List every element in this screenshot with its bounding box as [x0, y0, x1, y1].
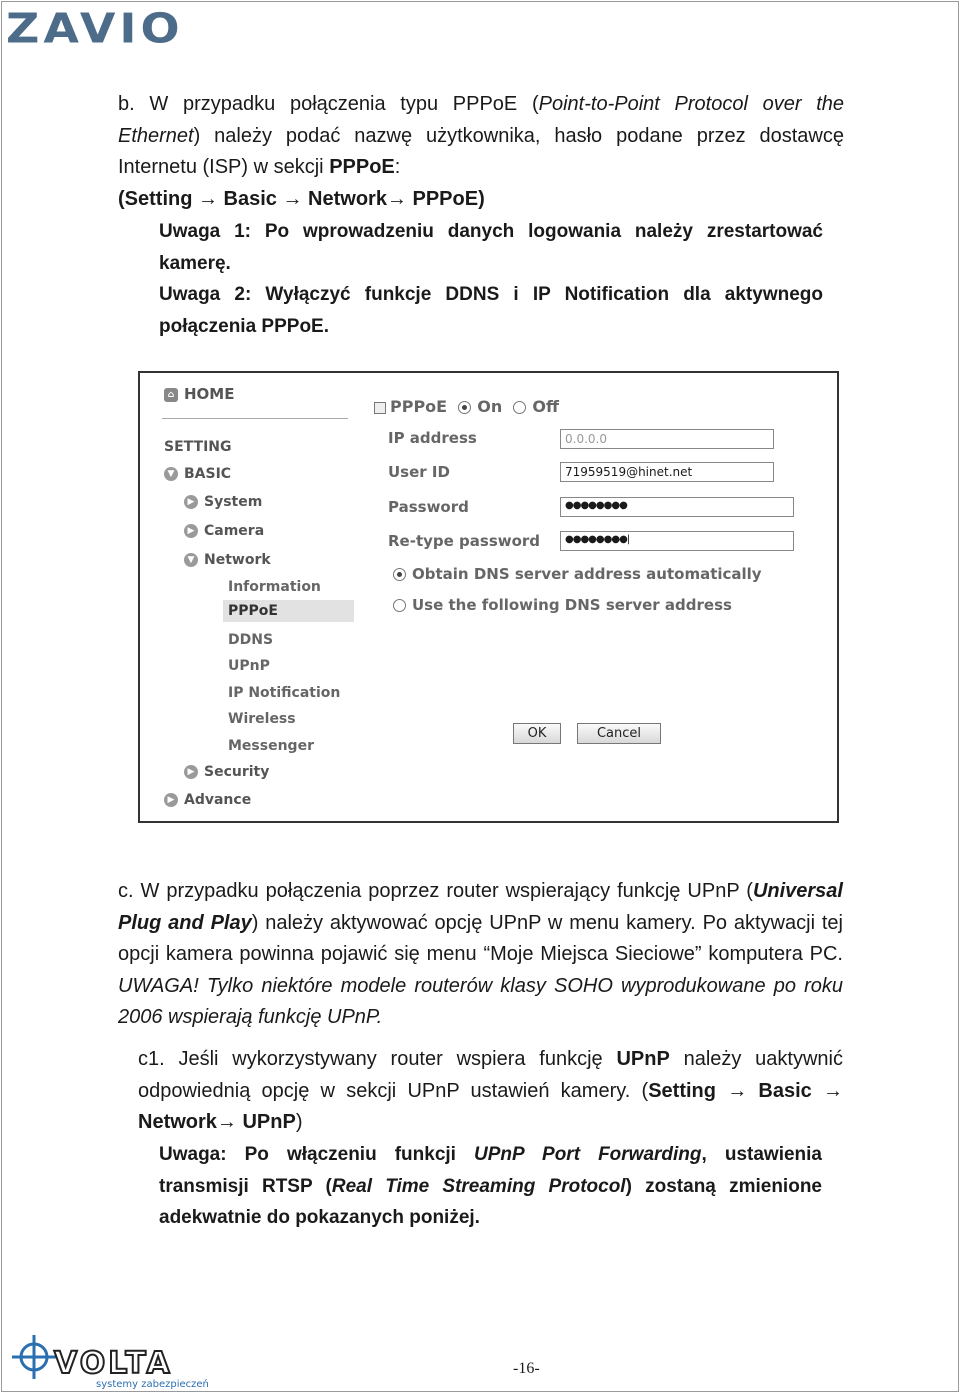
- nav-upnp[interactable]: UPnP: [228, 658, 270, 674]
- nav-system[interactable]: ▶ System: [184, 494, 262, 510]
- retype-password-field[interactable]: ●●●●●●●●|: [560, 531, 794, 551]
- chevron-right-icon: ▶: [184, 765, 198, 779]
- pppoe-on-radio[interactable]: [458, 401, 471, 414]
- password-label: Password: [388, 498, 469, 516]
- cancel-button[interactable]: Cancel: [577, 723, 661, 744]
- user-id-field[interactable]: 71959519@hinet.net: [560, 462, 774, 482]
- nav-divider: [162, 418, 348, 419]
- note-3: Uwaga: Po włączeniu funkcji UPnP Port Forwarding, ustawienia transmisji RTSP (Real Time Streaming Protocol) zostaną zmienione adekwatnie do pokazanych poniżej.: [159, 1144, 822, 1228]
- para-b-italic: Point-to-Point Protocol over the Ethernet: [118, 93, 845, 147]
- nav-ip-notification[interactable]: IP Notification: [228, 685, 341, 701]
- nav-ddns[interactable]: DDNS: [228, 632, 274, 648]
- nav-basic[interactable]: ▼ BASIC: [164, 466, 231, 482]
- paragraph-c: c. W przypadku połączenia poprzez router wspierający funkcję UPnP (Universal Plug and Play) należy aktywować opcję UPnP w menu kamery. Po aktywacji tej opcji kamera powinna pojawić się menu “Moje Miejsca Sieciowe” komputera PC. UWAGA! Tylko niektóre modele routerów klasy SOHO wyprodukowane po roku 2006 wspierają funkcję UPnP.: [118, 880, 843, 1028]
- note-1: Uwaga 1: Po wprowadzeniu danych logowania należy zrestartować kamerę.: [159, 221, 823, 274]
- dns-manual-option[interactable]: Use the following DNS server address: [393, 596, 732, 614]
- nav-setting: SETTING: [164, 439, 232, 455]
- user-id-label: User ID: [388, 463, 450, 481]
- dns-auto-option[interactable]: Obtain DNS server address automatically: [393, 565, 762, 583]
- nav-security[interactable]: ▶ Security: [184, 764, 269, 780]
- nav-home[interactable]: ⌂ HOME: [164, 385, 234, 403]
- nav-messenger[interactable]: Messenger: [228, 738, 314, 754]
- retype-password-label: Re-type password: [388, 532, 541, 550]
- chevron-right-icon: ▶: [184, 524, 198, 538]
- nav-network[interactable]: ▼ Network: [184, 552, 271, 568]
- pppoe-checkbox[interactable]: [374, 402, 386, 414]
- nav-wireless[interactable]: Wireless: [228, 711, 296, 727]
- chevron-down-icon: ▼: [164, 467, 178, 481]
- volta-wordmark: VOLTA: [54, 1346, 173, 1381]
- chevron-right-icon: ▶: [164, 793, 178, 807]
- ip-address-field[interactable]: 0.0.0.0: [560, 429, 774, 449]
- volta-logo: [12, 1335, 212, 1389]
- nav-information[interactable]: Information: [228, 579, 321, 595]
- para-b-bold: PPPoE: [329, 156, 395, 178]
- nav-pppoe[interactable]: PPPoE: [223, 600, 354, 622]
- volta-tagline: systemy zabezpieczeń: [96, 1379, 209, 1389]
- para-b-lead: b. W przypadku połączenia typu PPPoE (: [118, 93, 539, 115]
- pppoe-row: PPPoE On Off: [374, 397, 559, 416]
- para-b-colon: :: [394, 156, 401, 178]
- paragraph-b: [118, 89, 844, 215]
- chevron-right-icon: ▶: [184, 495, 198, 509]
- dns-manual-radio[interactable]: [393, 599, 406, 612]
- nav-advance[interactable]: ▶ Advance: [164, 792, 251, 808]
- page-number: -16-: [513, 1360, 540, 1377]
- note-2: Uwaga 2: Wyłączyć funkcje DDNS i IP Notification dla aktywnego połączenia PPPoE.: [159, 284, 823, 337]
- nav-camera[interactable]: ▶ Camera: [184, 523, 264, 539]
- volta-logo-graphic: [12, 1335, 212, 1389]
- zavio-logo: ZAVIO: [6, 4, 184, 53]
- chevron-down-icon: ▼: [184, 553, 198, 567]
- para-b-mid: ) należy podać nazwę użytkownika, hasło podane przez dostawcę Internetu (ISP) w sekcji: [118, 124, 844, 178]
- ip-address-label: IP address: [388, 429, 477, 447]
- dns-auto-radio[interactable]: [393, 568, 406, 581]
- ok-button[interactable]: OK: [513, 723, 561, 744]
- password-field[interactable]: ●●●●●●●●: [560, 497, 794, 517]
- camera-settings-screenshot: [138, 371, 839, 823]
- home-icon: ⌂: [164, 388, 178, 402]
- paragraph-c1: c1. Jeśli wykorzystywany router wspiera funkcję UPnP należy uaktywnić odpowiednią opcję w sekcji UPnP ustawień kamery. (Setting → Basic → Network→ UPnP): [138, 1048, 843, 1133]
- pppoe-off-radio[interactable]: [513, 401, 526, 414]
- para-b-path: (Setting → Basic → Network→ PPPoE): [118, 187, 485, 210]
